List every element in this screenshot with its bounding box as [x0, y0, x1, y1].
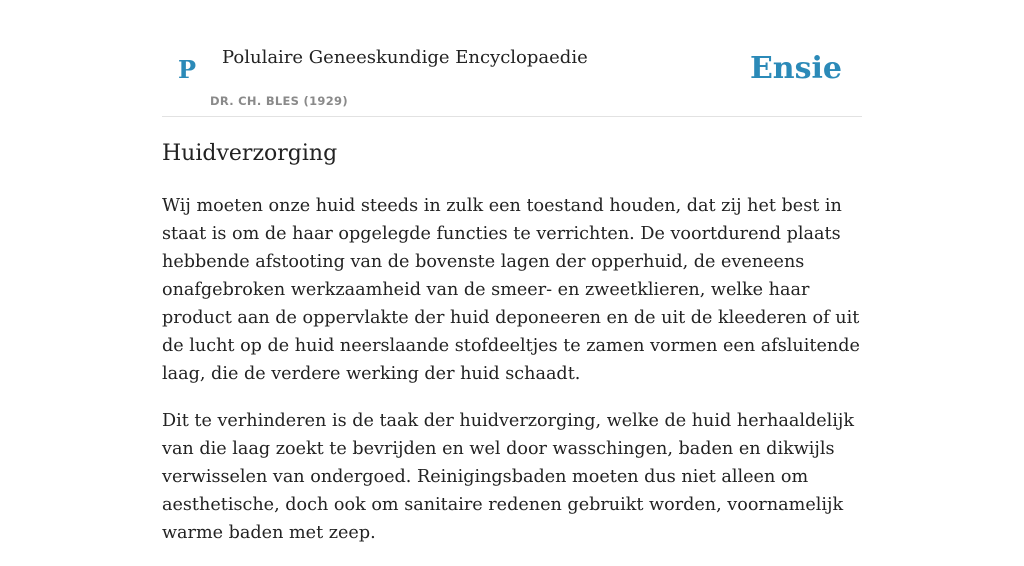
book-title-link[interactable]: Polulaire Geneeskundige Encyclopaedie	[222, 47, 588, 68]
book-logo[interactable]: P	[178, 55, 197, 84]
book-author: DR. CH. BLES (1929)	[210, 94, 348, 108]
article	[162, 138, 862, 566]
article-paragraph-2: Dit te verhinderen is de taak der huidverzorging, welke de huid herhaaldelijk van die laag zoekt te bevrijden en wel door wasschingen, baden en dikwijls verwisselen van ondergoed. Reinigingsbaden moeten dus niet alleen om aesthetische, doch ook om sanitaire redenen gebruikt worden, voornamelijk warme baden met zeep.	[162, 411, 854, 543]
ensie-logo-link[interactable]: Ensie	[749, 51, 842, 86]
article-paragraph-1: Wij moeten onze huid steeds in zulk een toestand houden, dat zij het best in staat is om de haar opgelegde functies te verrichten. De voortdurend plaats hebbende afstooting van de bovenste lagen der opperhuid, de eveneens onafgebroken werkzaamheid van de smeer- en zweetklieren, welke haar product aan de oppervlakte der huid deponeeren en de uit de kleederen of uit de lucht op de huid neerslaande stofdeeltjes te zamen vormen een afsluitende laag, die de verdere werking der huid schaadt.	[162, 196, 860, 384]
site-header	[162, 0, 862, 117]
article-title: Huidverzorging	[162, 141, 338, 166]
